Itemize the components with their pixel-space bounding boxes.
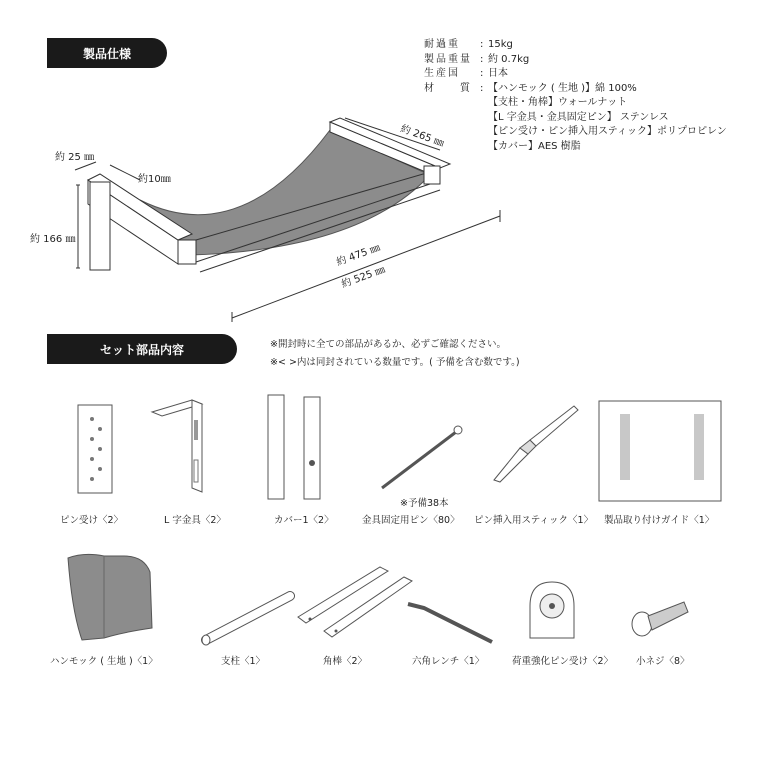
part-label: ピン挿入用スティック〈1〉 [474,515,594,526]
hammock-fabric-icon [64,552,164,642]
spec-key: 製品重量 [424,53,472,65]
square-bar-icon [296,565,416,645]
l-bracket-icon [152,400,212,495]
dim-166: 約 166 ㎜ [30,234,76,245]
part-label: 荷重強化ピン受け〈2〉 [512,656,614,667]
spec-value: 日本 [488,68,508,79]
spec-value: 【ハンモック ( 生地 )】綿 100% [488,82,637,94]
spec-value: 約 0.7kg [488,53,530,65]
cover-icon [266,395,326,505]
part-label: 小ネジ〈8〉 [636,656,690,667]
small-screw-icon [630,594,690,644]
spec-key: 材 質 [424,82,472,94]
spec-row: 生産国 : 日本 [424,67,727,82]
dim-475: 約 475 ㎜ [335,242,382,269]
fixing-pin-icon [378,424,468,494]
spec-value: 【カバー】AES 樹脂 [488,140,581,152]
support-pole-icon [200,590,300,650]
spec-row: 材 質 : 【ハンモック ( 生地 )】綿 100% [424,82,727,97]
dim-265: 約 265 ㎜ [398,123,446,150]
part-label: ピン受け〈2〉 [60,515,124,526]
hex-wrench-icon [404,600,504,650]
spec-value: 15kg [488,39,513,50]
spec-row: 耐過重 : 15kg [424,38,727,53]
insert-stick-icon [490,404,580,484]
spare-note: ※予備38本 [400,498,449,509]
parts-note: ※< >内は同封されている数量です。( 予備を含む数です。) [270,357,520,368]
part-label: 製品取り付けガイド〈1〉 [604,515,715,526]
part-label: 六角レンチ〈1〉 [412,656,485,667]
hammock-drawing [0,0,761,340]
parts-note: ※開封時に全ての部品があるか、必ずご確認ください。 [270,339,506,350]
part-label: 金具固定用ピン〈80〉 [362,515,460,526]
part-label: 支柱〈1〉 [221,656,266,667]
spec-key: 耐過重 [424,39,460,50]
parts-title-text: セット部品内容 [99,342,184,357]
pin-holder-icon [78,405,118,495]
dim-10: 約10㎜ [138,174,171,185]
spec-value: 【ピン受け・ピン挿入用スティック】ポリプロピレン [488,126,727,137]
spec-value: 【L 字金具・金具固定ピン】 ステンレス [488,111,669,123]
spec-key: 生産国 [424,68,460,79]
dim-525: 約 525 ㎜ [340,264,387,291]
part-label: カバー1〈2〉 [274,515,334,526]
reinforced-pin-holder-icon [524,578,584,648]
part-label: 角棒〈2〉 [323,656,368,667]
install-guide-icon [598,400,724,504]
spec-row: 製品重量 : 約 0.7kg [424,53,727,68]
part-label: ハンモック ( 生地 )〈1〉 [50,656,158,667]
spec-title-text: 製品仕様 [82,46,131,61]
parts-section-title [47,334,237,364]
part-label: L 字金具〈2〉 [164,515,226,526]
spec-value: 【支柱・角棒】ウォールナット [488,97,628,108]
dim-25: 約 25 ㎜ [55,152,95,163]
